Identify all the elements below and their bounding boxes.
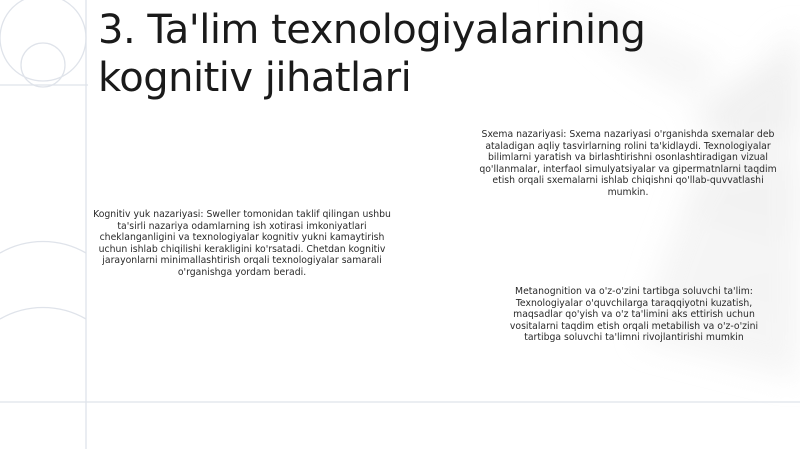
text-block-sxema-nazariyasi: Sxema nazariyasi: Sxema nazariyasi o'rganishda sxemalar deb ataladigan aqliy tasvirlarning rolini ta'kidlaydi. Texnologiyalar bilimlarni yaratish va birlashtirishni osonlashtiradigan vizual qo'llanmalar, interfaol simulyatsiyalar va gipermatnlarni taqdim etish orqali sxemalarni ishlab chiqishni qo'llab-quvvatlashi mumkin. <box>479 129 777 198</box>
decor-arc-upper <box>0 241 86 253</box>
text-block-metanognition: Metanognition va o'z-o'zini tartibga soluvchi ta'lim: Texnologiyalar o'quvchilarga taraqqiyotni kuzatish, maqsadlar qo'yish va o'z ta'limini aks ettirish uchun vositalarni taqdim etish orqali metabilish va o'z-o'zini tartibga soluvchi ta'limni rivojlantirishi mumkin <box>509 286 759 344</box>
decor-arc-lower <box>0 307 86 319</box>
slide-title: 3. Ta'lim texnologiyalarining kognitiv jihatlari <box>98 7 646 101</box>
text-block-kognitiv-yuk-nazariyasi: Kognitiv yuk nazariyasi: Sweller tomonidan taklif qilingan ushbu ta'sirli nazariya odamlarning ish xotirasi imkoniyatlari cheklanganligini va texnologiyalar kognitiv yukni kamaytirish uchun ishlab chiqilishi kerakligini ko'rsatadi. Chetdan kognitiv jarayonlarni minimallashtirish orqali texnologiyalar samarali o'rganishga yordam beradi. <box>93 209 391 278</box>
decor-circle-large <box>0 0 86 81</box>
